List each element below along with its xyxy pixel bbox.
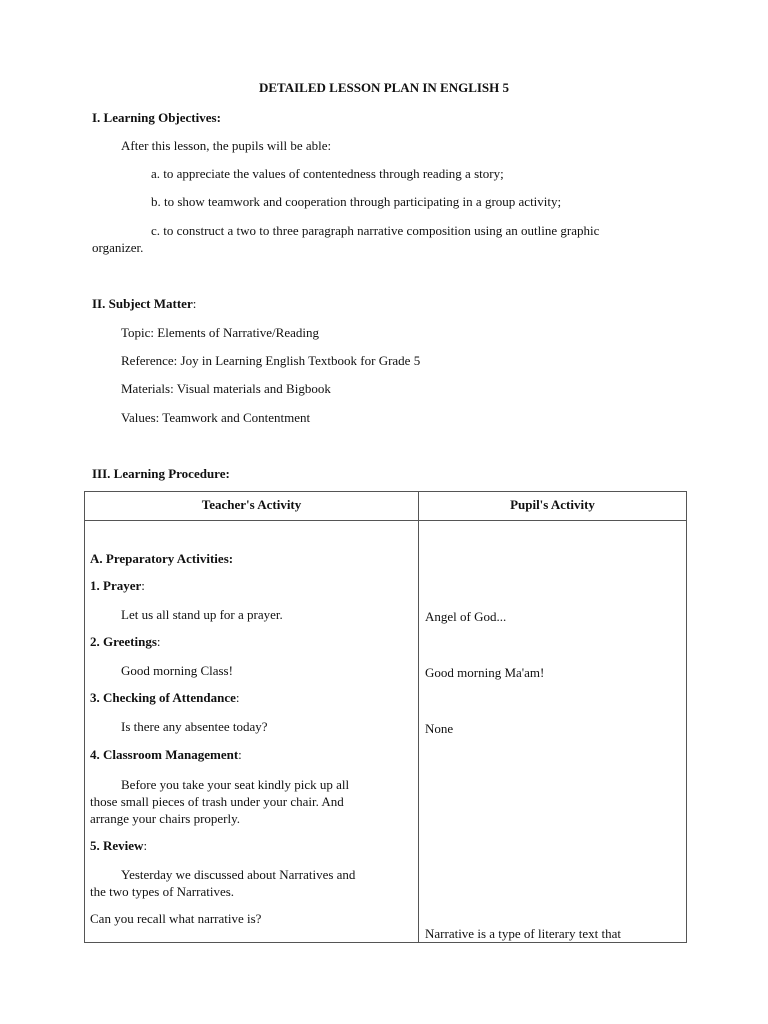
subject-matter-heading-text: II. Subject Matter: [92, 296, 193, 311]
attendance-teacher-text: Is there any absentee today?: [121, 719, 268, 734]
prayer-teacher-text: Let us all stand up for a prayer.: [121, 607, 283, 622]
review-question: Can you recall what narrative is?: [90, 911, 262, 926]
subject-materials: Materials: Visual materials and Bigbook: [121, 381, 331, 396]
procedure-heading: III. Learning Procedure:: [92, 466, 230, 481]
greetings-heading: 2. Greetings:: [90, 634, 161, 649]
prayer-pupil-text: Angel of God...: [425, 609, 507, 624]
objective-c-line1: c. to construct a two to three paragraph narrative composition using an outline graphic: [151, 223, 600, 238]
subject-matter-colon: :: [192, 296, 197, 311]
procedure-table: [84, 491, 687, 943]
subject-topic: Topic: Elements of Narrative/Reading: [121, 325, 319, 340]
greetings-teacher-text: Good morning Class!: [121, 663, 233, 678]
attendance-pupil-text: None: [425, 721, 454, 736]
pupil-activity-header: Pupil's Activity: [510, 497, 595, 512]
column-divider: [418, 492, 419, 942]
management-line1: Before you take your seat kindly pick up all: [121, 777, 350, 792]
review-line1: Yesterday we discussed about Narratives and: [121, 867, 356, 882]
prayer-heading-text: 1. Prayer: [90, 578, 142, 593]
objective-b: b. to show teamwork and cooperation through participating in a group activity;: [151, 194, 562, 209]
objective-a: a. to appreciate the values of contentedness through reading a story;: [151, 166, 504, 181]
review-heading-text: 5. Review: [90, 838, 144, 853]
objective-c-line2: organizer.: [92, 240, 144, 255]
document-title: DETAILED LESSON PLAN IN ENGLISH 5: [258, 80, 510, 95]
greetings-heading-text: 2. Greetings: [90, 634, 157, 649]
greetings-pupil-text: Good morning Ma'am!: [425, 665, 545, 680]
subject-reference: Reference: Joy in Learning English Textbook for Grade 5: [121, 353, 421, 368]
management-line3: arrange your chairs properly.: [90, 811, 241, 826]
objectives-heading: I. Learning Objectives:: [92, 110, 221, 125]
review-pupil-text: Narrative is a type of literary text that: [425, 926, 622, 941]
prayer-heading: 1. Prayer:: [90, 578, 145, 593]
header-divider: [85, 520, 686, 521]
management-line2: those small pieces of trash under your chair. And: [90, 794, 344, 809]
management-heading-text: 4. Classroom Management: [90, 747, 239, 762]
review-heading: 5. Review:: [90, 838, 148, 853]
attendance-heading: 3. Checking of Attendance:: [90, 690, 240, 705]
objectives-intro: After this lesson, the pupils will be able:: [121, 138, 332, 153]
review-line2: the two types of Narratives.: [90, 884, 235, 899]
subject-matter-heading: [92, 295, 196, 312]
attendance-heading-text: 3. Checking of Attendance: [90, 690, 236, 705]
preparatory-activities-heading: A. Preparatory Activities:: [90, 551, 234, 566]
management-heading: 4. Classroom Management:: [90, 747, 242, 762]
teacher-activity-header: Teacher's Activity: [201, 497, 302, 512]
subject-values: Values: Teamwork and Contentment: [121, 410, 311, 425]
